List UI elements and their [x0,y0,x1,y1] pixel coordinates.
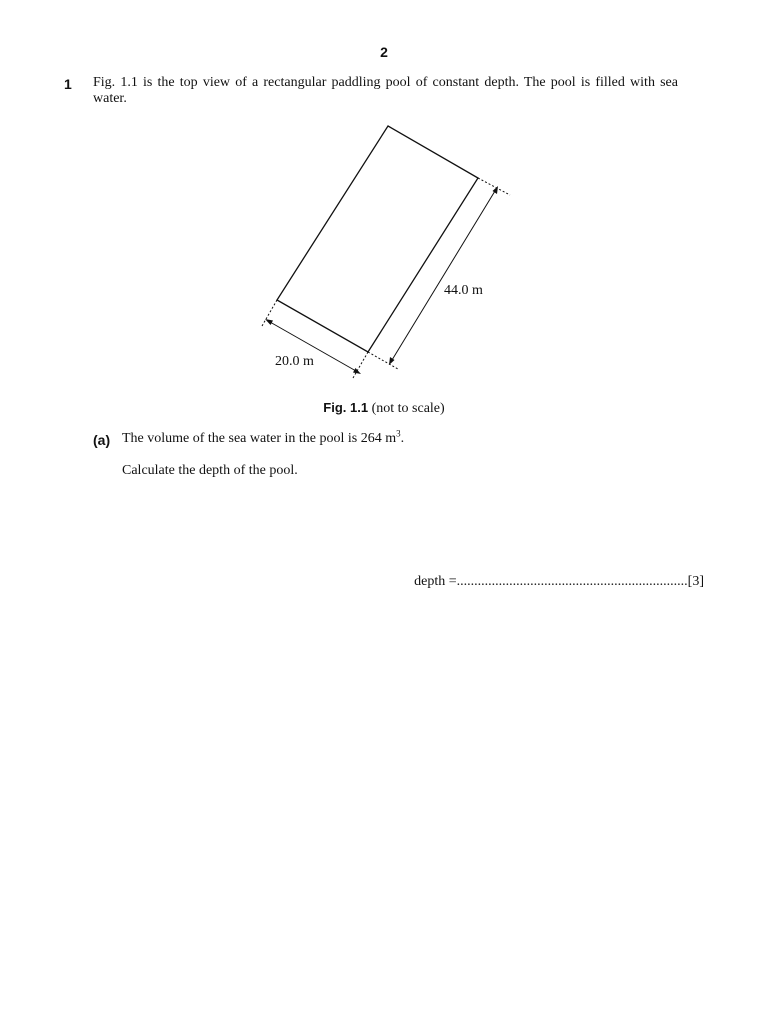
answer-line [414,574,704,590]
page-number: 2 [380,44,388,60]
figure-caption-note: (not to scale) [371,401,445,416]
part-a-statement-end: . [400,431,405,446]
extension-line [353,352,368,378]
marks: [3] [687,574,704,589]
question-text: Fig. 1.1 is the top view of a rectangular paddling pool of constant depth. The pool is filled with sea water. [93,75,678,106]
length-label: 44.0 m [444,283,483,298]
part-a-label: (a) [93,432,111,448]
question-number: 1 [64,76,72,92]
part-a-instruction: Calculate the depth of the pool. [122,463,298,478]
figure-caption-title: Fig. 1.1 [323,400,369,415]
answer-dots[interactable]: .................................................................. [456,574,688,589]
arrowhead [353,368,361,374]
width-label: 20.0 m [275,354,314,369]
pool-outline [277,126,478,352]
part-a-statement: The volume of the sea water in the pool is 264 m [122,431,397,446]
figure-caption [0,400,768,417]
pool-diagram [0,0,768,400]
part-a-text [122,428,405,447]
part-a-superscript: 3 [396,428,401,439]
arrowhead [265,319,273,325]
answer-prefix: depth = [414,574,457,589]
length-dimension-line [392,191,495,360]
